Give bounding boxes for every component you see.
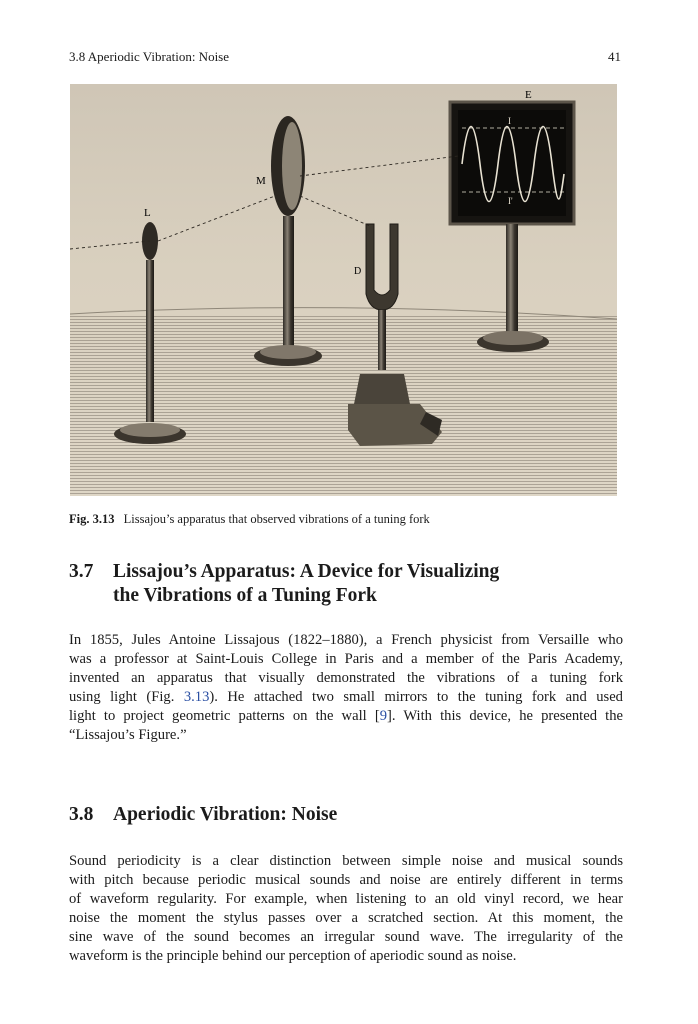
label-d: D (354, 266, 362, 277)
paragraph-3-7 (69, 631, 623, 745)
section-title-line-2: the Vibrations of a Tuning Fork (113, 585, 377, 606)
section-number: 3.7 (69, 561, 94, 582)
page-number: 41 (608, 49, 621, 64)
text-line: Sound periodicity is a clear distinction between simple noise and musical sounds (69, 853, 623, 869)
text-line: using light (Fig. 3.13). He attached two small mirrors to the tuning fork and used (69, 689, 623, 705)
section-heading-3-7 (69, 560, 499, 608)
label-i-bottom: I' (508, 196, 513, 206)
text-line: light to project geometric patterns on the wall [9]. With this device, he presented the (69, 708, 623, 724)
label-l: L (144, 207, 151, 219)
apparatus-illustration (70, 84, 617, 496)
text-line: with pitch because periodic musical sounds and noise are entirely different in terms (69, 872, 623, 888)
text-line: sine wave of the sound becomes an irregular sound wave. The irregularity of the (69, 929, 623, 945)
text-line: noise the moment the stylus passes over a scratched section. At this moment, the (69, 910, 623, 926)
running-title: 3.8 Aperiodic Vibration: Noise (69, 49, 230, 64)
text-line: In 1855, Jules Antoine Lissajous (1822–1880), a French physicist from Versaille who (69, 632, 623, 648)
text-line: of waveform regularity. For example, when listening to an old vinyl record, we hear (69, 891, 623, 907)
caption-text: Lissajou’s apparatus that observed vibrations of a tuning fork (123, 512, 430, 526)
citation-link[interactable]: 9 (379, 708, 387, 724)
paragraph-3-8 (69, 852, 623, 966)
figure-caption (69, 512, 430, 527)
text-line: was a professor at Saint-Louis College in Paris and a member of the Paris Academy, (69, 651, 623, 667)
label-i-top: I (508, 116, 511, 126)
caption-label: Fig. 3.13 (69, 512, 115, 526)
text-line: invented an apparatus that visually demonstrated the vibrations of a tuning fork (69, 670, 623, 686)
section-title: Aperiodic Vibration: Noise (113, 804, 338, 825)
section-heading-3-8 (69, 803, 337, 827)
figure-engraving (70, 84, 617, 496)
label-m: M (256, 175, 266, 187)
section-number: 3.8 (69, 804, 94, 825)
section-title-line-1: Lissajou’s Apparatus: A Device for Visualizing (113, 561, 500, 582)
running-head (69, 49, 629, 65)
figure-reference-link[interactable]: 3.13 (183, 689, 210, 705)
text-line: “Lissajou’s Figure.” (69, 727, 187, 743)
text-line: waveform is the principle behind our perception of aperiodic sound as noise. (69, 948, 517, 964)
label-e: E (525, 89, 532, 101)
